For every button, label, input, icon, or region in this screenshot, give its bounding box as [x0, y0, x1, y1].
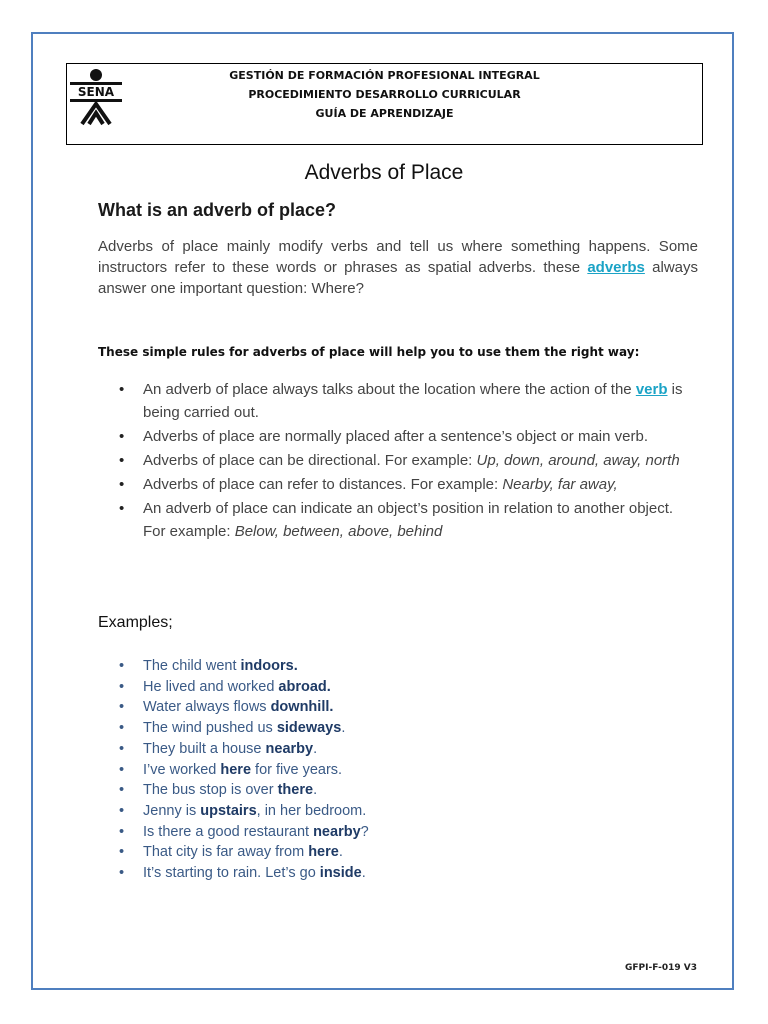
example-item: • He lived and worked abroad.: [143, 677, 369, 698]
rule-example: Up, down, around, away, north: [476, 452, 680, 469]
document-code: GFPI-F-019 V3: [625, 963, 697, 973]
rule-text: An adverb of place always talks about the location where the action of the: [143, 381, 636, 398]
example-item: • Is there a good restaurant nearby?: [143, 822, 369, 843]
rule-text: Adverbs of place are normally placed after a sentence’s object or main verb.: [143, 428, 648, 445]
header-line-1: GESTIÓN DE FORMACIÓN PROFESIONAL INTEGRAL: [229, 69, 540, 82]
header-line-2: PROCEDIMIENTO DESARROLLO CURRICULAR: [248, 88, 521, 101]
example-item: • The bus stop is over there.: [143, 780, 369, 801]
example-item: • I’ve worked here for five years.: [143, 760, 369, 781]
rule-text: An adverb of place can indicate an object’s position in relation to another object. For example:: [143, 500, 674, 540]
intro-text-2: always answer one important question: Where?: [98, 259, 698, 297]
logo-text: SENA: [77, 85, 115, 99]
rule-text: is being carried out.: [143, 381, 683, 421]
rules-heading: These simple rules for adverbs of place will help you to use them the right way:: [98, 345, 640, 359]
intro-paragraph: [98, 236, 698, 299]
verb-link[interactable]: verb: [635, 381, 668, 398]
example-item: • Water always flows downhill.: [143, 697, 369, 718]
example-item: • The wind pushed us sideways.: [143, 718, 369, 739]
intro-text-1: Adverbs of place mainly modify verbs and tell us where something happens. Some instructors refer to these words or phrases as spatial adverbs. these: [98, 238, 698, 276]
page-title: Adverbs of Place: [304, 161, 464, 184]
rules-list: [143, 378, 683, 544]
rule-item: [143, 425, 683, 448]
document-header: [66, 63, 703, 145]
adverbs-link[interactable]: adverbs: [587, 259, 645, 276]
rule-text: Adverbs of place can refer to distances. For example:: [143, 476, 503, 493]
section-heading: What is an adverb of place?: [98, 200, 337, 220]
header-line-3: GUÍA DE APRENDIZAJE: [315, 107, 454, 120]
example-item: • The child went indoors.: [143, 656, 369, 677]
examples-list: [143, 656, 369, 884]
example-item: • Jenny is upstairs, in her bedroom.: [143, 801, 369, 822]
examples-heading: Examples;: [98, 614, 173, 631]
example-item: • It’s starting to rain. Let’s go inside.: [143, 863, 369, 884]
rule-example: Nearby, far away,: [502, 476, 618, 493]
rule-text: Adverbs of place can be directional. For example:: [143, 452, 477, 469]
rule-example: Below, between, above, behind: [234, 523, 443, 540]
example-item: • They built a house nearby.: [143, 739, 369, 760]
rule-item: [143, 378, 683, 424]
rule-item: [143, 473, 683, 496]
rule-item: [143, 449, 683, 472]
rule-item: [143, 497, 683, 543]
example-item: • That city is far away from here.: [143, 842, 369, 863]
